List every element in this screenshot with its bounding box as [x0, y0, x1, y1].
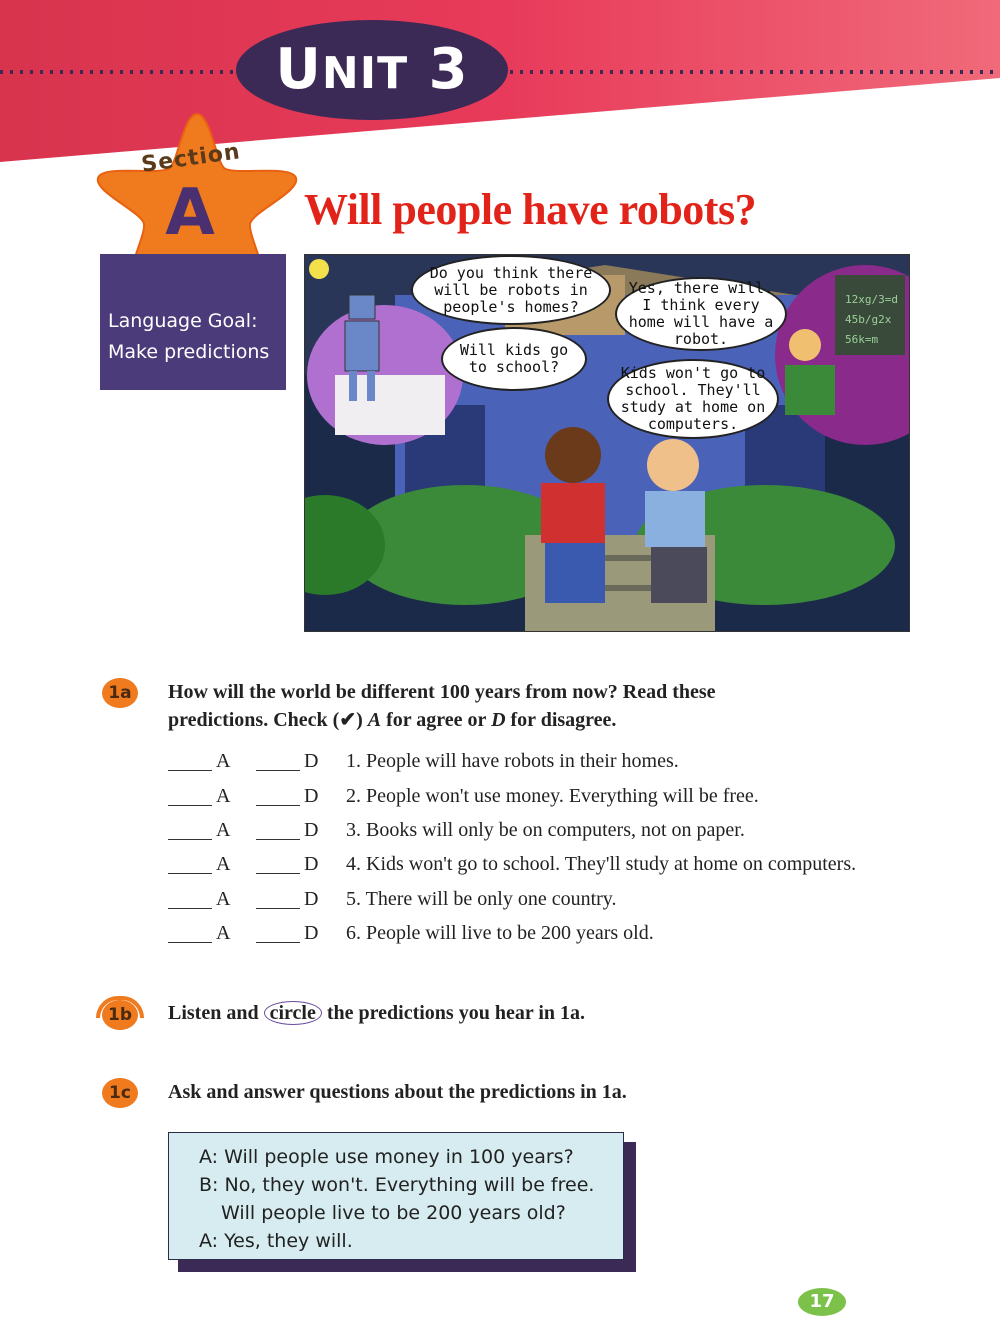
ex1b-pre: Listen and — [168, 1002, 264, 1024]
exercise-1b-instruction — [168, 999, 585, 1027]
prediction-text: 1. People will have robots in their homes. — [346, 750, 679, 772]
line2-mid2: for agree or — [381, 709, 492, 731]
agree-blank[interactable] — [168, 942, 212, 943]
dialog-line: B: No, they won't. Everything will be free. — [199, 1174, 595, 1196]
speech-bubble-answer-robots: Yes, there will. I think every home will have a robot. — [615, 277, 787, 351]
agree-label: A — [216, 785, 231, 807]
comic-scene — [305, 255, 910, 632]
exercise-1a-line-2 — [168, 706, 868, 734]
line2-mid1: ) — [356, 709, 368, 731]
agree-label: A — [216, 750, 231, 772]
language-goal-label: Language Goal: — [108, 310, 258, 332]
disagree-blank[interactable] — [256, 805, 300, 806]
prediction-row — [168, 922, 928, 950]
agree-blank[interactable] — [168, 839, 212, 840]
page-title: Will people have robots? — [304, 185, 757, 234]
agree-blank[interactable] — [168, 805, 212, 806]
screen-line-3: 56k=m — [845, 333, 879, 346]
prediction-row — [168, 888, 928, 916]
agree-label: A — [216, 853, 231, 875]
headphones-icon — [96, 996, 144, 1018]
screen-line-1: 12xg/3=d — [845, 293, 898, 306]
exercise-1a-line-1: How will the world be different 100 years from now? Read these — [168, 681, 716, 703]
unit-word: NIT — [321, 48, 409, 99]
agree-label: A — [216, 922, 231, 944]
disagree-blank[interactable] — [256, 770, 300, 771]
example-dialog-box — [168, 1132, 624, 1260]
section-label: Section — [139, 139, 243, 178]
circle-word: circle — [264, 1001, 322, 1025]
disagree-blank[interactable] — [256, 942, 300, 943]
exercise-1b-badge — [102, 1000, 138, 1030]
disagree-label: D — [304, 785, 319, 807]
speech-bubble-question-robots: Do you think there will be robots in people's homes? — [411, 255, 611, 325]
dialog-line: A: Yes, they will. — [199, 1230, 353, 1252]
exercise-1c-instruction: Ask and answer questions about the predictions in 1a. — [168, 1081, 627, 1103]
prediction-row — [168, 785, 928, 813]
prediction-text: 2. People won't use money. Everything will be free. — [346, 785, 759, 807]
language-goal-text: Make predictions — [108, 341, 270, 363]
exercise-1c-badge: 1c — [102, 1078, 138, 1108]
unit-letter: U — [275, 37, 322, 102]
disagree-blank[interactable] — [256, 839, 300, 840]
prediction-row — [168, 750, 928, 778]
exercise-1b-label: 1b — [108, 1005, 132, 1025]
agree-label: A — [216, 888, 231, 910]
prediction-row — [168, 853, 928, 881]
agree-blank[interactable] — [168, 908, 212, 909]
line2-pre: predictions. Check ( — [168, 709, 340, 731]
disagree-label: D — [304, 888, 319, 910]
disagree-label: D — [304, 853, 319, 875]
unit-title-pill — [236, 20, 508, 120]
prediction-row — [168, 819, 928, 847]
prediction-text: 5. There will be only one country. — [346, 888, 617, 910]
speech-bubble-answer-school: Kids won't go to school. They'll study at home on computers. — [607, 359, 779, 439]
ex1b-post: the predictions you hear in 1a. — [321, 1002, 586, 1024]
disagree-blank[interactable] — [256, 908, 300, 909]
disagree-label: D — [304, 819, 319, 841]
disagree-label: D — [304, 750, 319, 772]
prediction-text: 3. Books will only be on computers, not on paper. — [346, 819, 745, 841]
speech-bubble-question-school: Will kids go to school? — [441, 327, 587, 391]
disagree-label: D — [304, 922, 319, 944]
agree-blank[interactable] — [168, 873, 212, 874]
page-number: 17 — [798, 1288, 846, 1316]
comic-illustration — [304, 254, 910, 632]
screen-line-2: 45b/g2x — [845, 313, 892, 326]
section-letter: A — [165, 176, 215, 250]
line2-post: for disagree. — [505, 709, 617, 731]
unit-number: 3 — [428, 37, 469, 102]
disagree-blank[interactable] — [256, 873, 300, 874]
language-goal-box — [100, 254, 286, 390]
exercise-1a-badge: 1a — [102, 678, 138, 708]
prediction-text: 4. Kids won't go to school. They'll study at home on computers. — [346, 853, 857, 875]
agree-blank[interactable] — [168, 770, 212, 771]
dialog-line: Will people live to be 200 years old? — [221, 1202, 566, 1224]
exercise-1a-instruction — [168, 678, 868, 734]
dialog-line: A: Will people use money in 100 years? — [199, 1146, 574, 1168]
prediction-text: 6. People will live to be 200 years old. — [346, 922, 654, 944]
agree-letter: A — [367, 709, 382, 731]
disagree-letter: D — [491, 709, 506, 731]
checkmark-icon: ✔ — [339, 709, 357, 731]
agree-label: A — [216, 819, 231, 841]
